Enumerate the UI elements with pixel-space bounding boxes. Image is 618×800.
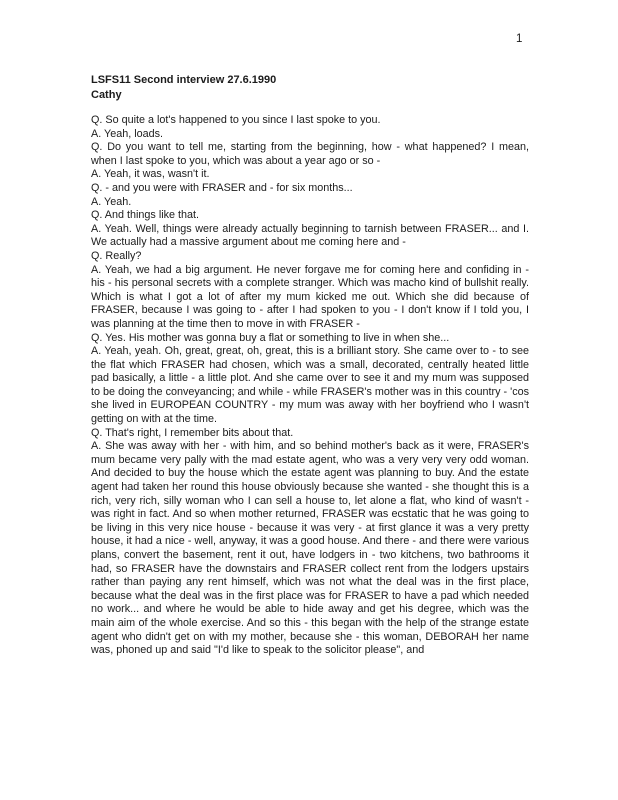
page-number: 1 [516,33,523,45]
transcript-utterance: A. Yeah, loads. [91,127,164,140]
document-title: LSFS11 Second interview 27.6.1990 [91,74,277,86]
transcript-utterance: A. Yeah, yeah. Oh, great, great, oh, great, this is a brilliant story. She came over to - to see the flat which FRASER had chosen, which was a small, decorated, centrally heated little pad basically, a little - a little plot. And she came over to see it and my mum was supposed to be doing the conveyancing; and while - while FRASER's mother was in this country - 'cos she lived in EUROPEAN COUNTRY - my mum was away with her boyfriend who I wasn't getting on with at the time. [91,345,529,426]
interviewee-name: Cathy [91,88,122,101]
transcript-utterance: Q. So quite a lot's happened to you since I last spoke to you. [91,114,381,126]
transcript-utterance: Q. Do you want to tell me, starting from the beginning, how - what happened? I mean, when I last spoke to you, which was about a year ago or so - [91,141,529,167]
transcript-utterance: Q. That's right, I remember bits about that. [91,426,294,439]
transcript-utterance: Q. - and you were with FRASER and - for six months... [91,181,353,194]
transcript-utterance: A. Yeah. [91,195,132,208]
transcript-utterance: Q. Really? [91,249,142,262]
transcript-utterance: A. Yeah. Well, things were already actually beginning to tarnish between FRASER... and I. We actually had a massive argument about me coming here and - [91,222,529,249]
transcript-utterance: A. Yeah, it was, wasn't it. [91,168,210,181]
transcript-utterance: Q. Yes. His mother was gonna buy a flat or something to live in when she... [91,331,450,344]
transcript-utterance: A. She was away with her - with him, and so behind mother's back as it were, FRASER's mum became very pally with the mad estate agent, who was a very very very odd woman. And decided to buy the house which the estate agent was planning to buy. And the estate agent had taken her round this house obviously because she wanted - she thought this is a rich, very rich, silly woman who I can sell a house to, let alone a flat, who kind of wasn't - was right in fact. And so when mother returned, FRASER was ecstatic that he was going to be living in this very nice house - because it was very - at first glance it was a very pretty house, it had a nice - well, anyway, it was a good house. And there - and there were various plans, convert the basement, rent it out, have lodgers in - two kitchens, two bathrooms it had, so FRASER have the downstairs and FRASER collect rent from the lodgers upstairs rather than paying any rent himself, which was not what the deal was in the first place, because what the deal was in the first place was for FRASER to have a pad which needed no work... and where he would be able to hide away and get his degree, which was the main aim of the whole exercise. And so this - this began with the help of the strange estate agent who didn't get on with my mother, because she - this woman, DEBORAH her name was, phoned up and said "I'd like to speak to the solicitor please", and [91,440,529,657]
document-header [91,73,529,102]
transcript-utterance: A. Yeah, we had a big argument. He never forgave me for coming here and confiding in - his - his personal secrets with a complete stranger. Which was macho kind of bullshit really. Which is what I got a lot of after my mum kicked me out. Which she did because of FRASER, because I was going to - after I had spoken to you - I don't know if I told you, I was planning at the time then to move in with FRASER - [91,263,529,330]
transcript-body [91,114,529,658]
transcript-utterance: Q. And things like that. [91,209,200,222]
